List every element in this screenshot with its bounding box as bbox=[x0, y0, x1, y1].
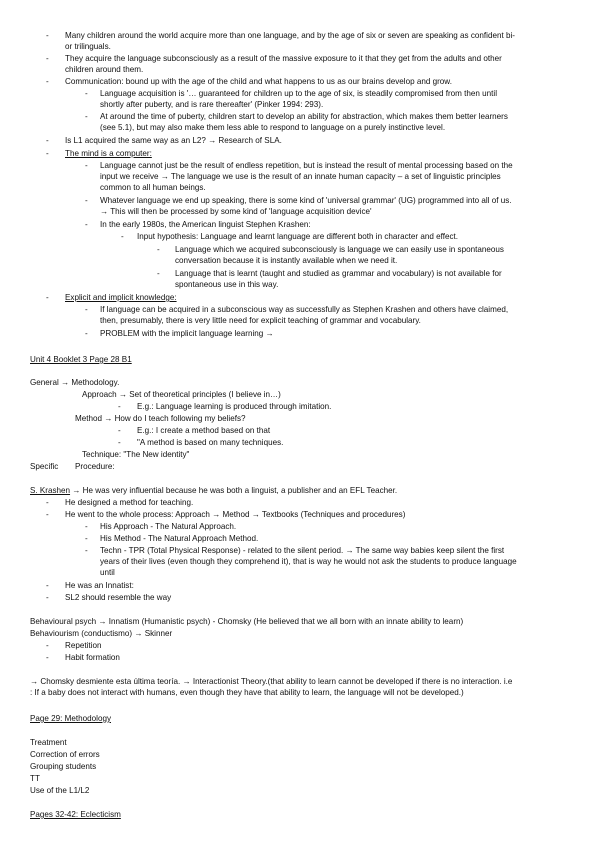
text-line: input we receive → The language we use is the result of an innate human capacity – a set of linguistic principles bbox=[100, 172, 501, 181]
text-line: General → Methodology. bbox=[30, 378, 120, 387]
bullet-dash: - bbox=[46, 498, 49, 507]
text-line: E.g.: I create a method based on that bbox=[137, 426, 271, 435]
text-line: PROBLEM with the implicit language learning → bbox=[100, 329, 274, 338]
bullet-dash: - bbox=[118, 438, 121, 447]
text-line: "A method is based on many techniques. bbox=[137, 438, 284, 447]
subheading: The mind is a computer: bbox=[65, 149, 152, 158]
section-heading: Pages 32-42: Eclecticism bbox=[30, 810, 121, 819]
subheading: Explicit and implicit knowledge: bbox=[65, 293, 177, 302]
section-heading: Page 29: Methodology bbox=[30, 714, 111, 723]
text-line: He was an Innatist: bbox=[65, 581, 134, 590]
text-line: shortly after puberty, and is rare thereafter' (Pinker 1994: 293). bbox=[100, 100, 324, 109]
text-line: Repetition bbox=[65, 641, 102, 650]
text-line: At around the time of puberty, children start to develop an ability for abstraction, which makes them better learners bbox=[100, 112, 508, 121]
text-line: Language which we acquired subconsciously is language we can easily use in spontaneous bbox=[175, 245, 504, 254]
bullet-dash: - bbox=[85, 112, 88, 121]
list-item: Use of the L1/L2 bbox=[30, 786, 90, 795]
bullet-dash: - bbox=[85, 89, 88, 98]
bullet-dash: - bbox=[85, 305, 88, 314]
text-line: Language acquisition is '… guaranteed for children up to the age of six, is steadily compromised from then until bbox=[100, 89, 498, 98]
list-item: TT bbox=[30, 774, 40, 783]
text-line: Method → How do I teach following my beliefs? bbox=[75, 414, 246, 423]
text-line: He designed a method for teaching. bbox=[65, 498, 194, 507]
text-line bbox=[30, 485, 397, 496]
text-line: Behavioural psych → Innatism (Humanistic psych) - Chomsky (He believed that we all born with an innate ability to learn) bbox=[30, 617, 464, 626]
bullet-dash: - bbox=[46, 653, 49, 662]
text-line: then, presumably, there is very little need for explicit teaching of grammar and vocabulary. bbox=[100, 316, 421, 325]
text-line: Communication: bound up with the age of the child and what happens to us as our brains develop and grow. bbox=[65, 77, 452, 86]
text-line: spontaneous use in this way. bbox=[175, 280, 279, 289]
text-line: E.g.: Language learning is produced through imitation. bbox=[137, 402, 332, 411]
bullet-dash: - bbox=[85, 534, 88, 543]
text-line: → Chomsky desmiente esta última teoría. → Interactionist Theory.(that ability to learn cannot be developed if there is no interaction. i.e bbox=[30, 677, 513, 686]
bullet-dash: - bbox=[46, 641, 49, 650]
text-line: Language that is learnt (taught and studied as grammar and vocabulary) is not available for bbox=[175, 269, 502, 278]
krashen-intro: → He was very influential because he was both a linguist, a publisher and an EFL Teacher. bbox=[70, 486, 398, 495]
text-line: His Approach - The Natural Approach. bbox=[100, 522, 237, 531]
bullet-dash: - bbox=[85, 522, 88, 531]
text-line: (see 5.1), but may also make them less able to respond to language on a purely instinctive level. bbox=[100, 123, 446, 132]
krashen-name: S. Krashen bbox=[30, 486, 71, 495]
text-line: Behaviourism (conductismo) → Skinner bbox=[30, 629, 173, 638]
list-item: Grouping students bbox=[30, 762, 97, 771]
text-line: or trilinguals. bbox=[65, 42, 111, 51]
bullet-dash: - bbox=[118, 426, 121, 435]
text-line: Specific bbox=[30, 462, 59, 471]
bullet-dash: - bbox=[46, 510, 49, 519]
list-item: Correction of errors bbox=[30, 750, 100, 759]
text-line: He went to the whole process: Approach → Method → Textbooks (Techniques and procedures) bbox=[65, 510, 406, 519]
text-line: Approach → Set of theoretical principles (I believe in…) bbox=[82, 390, 281, 399]
text-line: : If a baby does not interact with humans, even though they have that ability to learn, the language will not be developed.) bbox=[30, 688, 464, 697]
bullet-dash: - bbox=[118, 402, 121, 411]
text-line: years of their lives (even though they comprehend it), that is way he would not ask the students to produce language bbox=[100, 557, 517, 566]
bullet-dash: - bbox=[46, 54, 49, 63]
text-line: Techn - TPR (Total Physical Response) - related to the silent period. → The same way babies keep silent the first bbox=[100, 546, 505, 555]
list-item: Treatment bbox=[30, 738, 67, 747]
text-line: They acquire the language subconsciously as a result of the massive exposure to it that they get from the adults and other bbox=[65, 54, 502, 63]
bullet-dash: - bbox=[46, 77, 49, 86]
bullet-dash: - bbox=[46, 581, 49, 590]
bullet-dash: - bbox=[157, 245, 160, 254]
text-line: Is L1 acquired the same way as an L2? → Research of SLA. bbox=[65, 136, 282, 145]
bullet-dash: - bbox=[85, 546, 88, 555]
bullet-dash: - bbox=[85, 329, 88, 338]
bullet-dash: - bbox=[85, 196, 88, 205]
bullet-dash: - bbox=[85, 220, 88, 229]
bullet-dash: - bbox=[121, 232, 124, 241]
bullet-dash: - bbox=[46, 31, 49, 40]
text-line: Habit formation bbox=[65, 653, 120, 662]
text-line: Input hypothesis: Language and learnt language are different both in character and effect. bbox=[137, 232, 458, 241]
text-line: until bbox=[100, 568, 115, 577]
bullet-dash: - bbox=[85, 161, 88, 170]
text-line: conversation because it is instantly available when we need it. bbox=[175, 256, 398, 265]
text-line: Technique: "The New identity" bbox=[82, 450, 190, 459]
section-heading: Unit 4 Booklet 3 Page 28 B1 bbox=[30, 355, 132, 364]
text-line: Language cannot just be the result of endless repetition, but is instead the result of mental processing based on the bbox=[100, 161, 513, 170]
bullet-dash: - bbox=[46, 293, 49, 302]
text-line: If language can be acquired in a subconscious way as successfully as Stephen Krashen and others have claimed, bbox=[100, 305, 509, 314]
text-line: His Method - The Natural Approach Method. bbox=[100, 534, 259, 543]
bullet-dash: - bbox=[46, 593, 49, 602]
bullet-dash: - bbox=[46, 136, 49, 145]
text-line: children around them. bbox=[65, 65, 144, 74]
text-line: common to all human beings. bbox=[100, 183, 206, 192]
text-line: In the early 1980s, the American linguist Stephen Krashen: bbox=[100, 220, 311, 229]
text-line: Many children around the world acquire more than one language, and by the age of six or seven are speaking as confident bi- bbox=[65, 31, 515, 40]
text-line: Procedure: bbox=[75, 462, 115, 471]
text-line: → This will then be processed by some kind of 'language acquisition device' bbox=[100, 207, 372, 216]
text-line: SL2 should resemble the way bbox=[65, 593, 172, 602]
bullet-dash: - bbox=[46, 149, 49, 158]
text-line: Whatever language we end up speaking, there is some kind of 'universal grammar' (UG) programmed into all of us. bbox=[100, 196, 512, 205]
bullet-dash: - bbox=[157, 269, 160, 278]
